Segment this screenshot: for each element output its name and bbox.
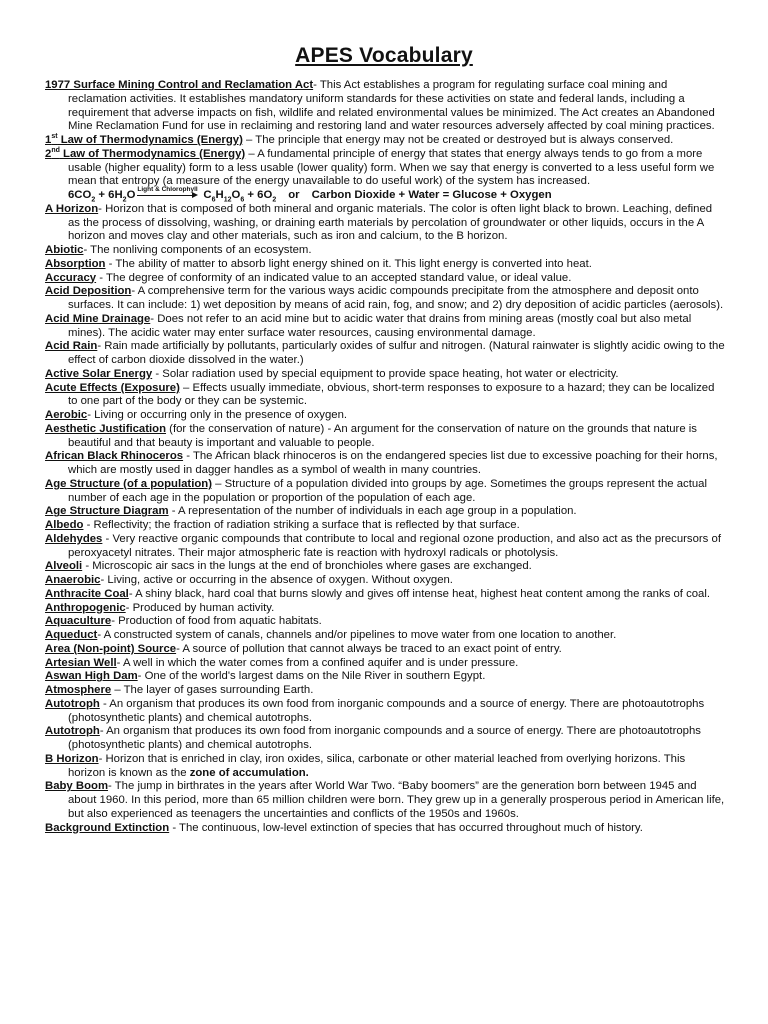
vocab-definition: (for the conservation of nature) - An argument for the conservation of nature on the grounds that nature is beautiful and that beauty is important and valuable to people. (68, 422, 697, 449)
vocab-definition-emphasis: zone of accumulation. (189, 766, 309, 779)
vocab-entry (45, 519, 725, 533)
formula-or: or (288, 189, 300, 201)
vocab-entry (45, 79, 725, 134)
vocab-term: B Horizon (45, 752, 99, 765)
vocab-term: Autotroph (45, 697, 100, 710)
vocab-entry (45, 450, 725, 478)
vocab-entry (45, 698, 725, 726)
vocab-term: Atmosphere (45, 684, 112, 696)
vocab-definition: - Rain made artificially by pollutants, particularly oxides of sulfur and nitrogen. (Natural rainwater is slightly acidic owing to the effect of carbon dioxide dissolved in the water.) (68, 340, 725, 366)
vocab-definition: – The principle that energy may not be created or destroyed but is always conserved. (242, 134, 674, 146)
formula-part: + 6O (244, 189, 273, 201)
vocab-definition: - An organism that produces its own food from inorganic compounds and a source of energy. There are photoautotrophs (photosynthetic plants) and chemical autotrophs. (68, 725, 701, 751)
vocab-definition: - The ability of matter to absorb light energy shined on it. This light energy is converted into heat. (105, 257, 592, 270)
term-number: 1 (45, 134, 52, 146)
vocab-entry (45, 602, 725, 616)
vocab-entry (45, 670, 725, 684)
vocab-definition: - An organism that produces its own food from inorganic compounds and a source of energy. There are photoautotrophs (photosynthetic plants) and chemical autotrophs. (68, 697, 705, 724)
formula-subscript: 12 (223, 196, 232, 204)
vocab-entry (45, 533, 725, 561)
vocab-term: Artesian Well (45, 656, 117, 669)
vocab-term: Abiotic (45, 244, 84, 256)
vocab-term: African Black Rhinoceros (45, 450, 184, 463)
vocab-entry (45, 313, 725, 341)
vocab-term: Alveoli (45, 560, 83, 573)
vocab-term: Acid Mine Drainage (45, 312, 151, 325)
vocab-entry (45, 409, 725, 423)
vocab-entry (45, 560, 725, 574)
formula-part: O (126, 189, 136, 201)
formula-subscript: 6 (240, 196, 245, 204)
vocab-term: Aesthetic Justification (45, 422, 167, 435)
vocab-definition: - A representation of the number of individuals in each age group in a population. (168, 505, 577, 518)
formula-subscript: 2 (91, 196, 96, 204)
term-ordinal: st (51, 133, 58, 141)
vocab-term: Aquaculture (45, 615, 112, 628)
vocab-entry (45, 244, 725, 258)
vocab-definition: – Effects usually immediate, obvious, short-term responses to exposure to a hazard; they can be localized to one part of the body or they can be systemic. (68, 381, 715, 408)
vocab-term: Anthracite Coal (45, 587, 129, 600)
page-title: APES Vocabulary (295, 44, 473, 67)
vocab-definition: - Production of food from aquatic habitats. (111, 615, 322, 628)
vocab-term: Acute Effects (Exposure) (45, 381, 180, 394)
vocab-term: Acid Rain (45, 340, 98, 353)
vocab-term: Background Extinction (45, 821, 170, 834)
vocab-entry (45, 423, 725, 451)
vocab-term: Baby Boom (45, 780, 109, 793)
vocab-definition: - A shiny black, hard coal that burns slowly and gives off intense heat, highest heat content among the ranks of coal. (128, 587, 711, 600)
vocab-entry (45, 134, 725, 148)
term-text: Law of Thermodynamics (Energy) (57, 134, 243, 146)
vocab-entry (45, 478, 725, 506)
formula-part: 6CO (68, 189, 92, 201)
vocab-term: Albedo (45, 519, 84, 531)
vocab-definition: - The nonliving components of an ecosystem. (83, 244, 312, 256)
vocab-definition: – Structure of a population divided into groups by age. Sometimes the groups represent the actual number of each age in the population or proportion of the population of each age. (68, 477, 708, 504)
vocab-term (45, 148, 245, 160)
vocab-entry (45, 258, 725, 272)
vocab-definition: - The jump in birthrates in the years after World War Two. “Baby boomers” are the generation born between 1945 and about 1960. In this period, more than 65 million children were born. They grew up in a generally prosperous period in American life, but also experienced as teenagers the uncertainties and conflicts of the 1950s and 1960s. (68, 780, 725, 820)
vocab-term: Area (Non-point) Source (45, 642, 177, 655)
vocab-definition: - A constructed system of canals, channels and/or pipelines to move water from one location to another. (97, 629, 617, 641)
vocab-entry (45, 629, 725, 643)
vocab-term: A Horizon (45, 202, 99, 215)
vocab-definition: - Living or occurring only in the presence of oxygen. (87, 409, 348, 421)
arrow-label: Light & Chlorophyll (137, 186, 198, 193)
vocab-definition: – The layer of gases surrounding Earth. (111, 684, 314, 696)
vocab-entry (45, 822, 725, 836)
term-ordinal: nd (51, 146, 60, 154)
vocab-entry (45, 382, 725, 410)
vocab-definition: - This Act establishes a program for regulating surface coal mining and reclamation activities. It establishes mandatory uniform standards for these activities on state and federal lands, including a requirement that adverse impacts on fish, wildlife and related environmental values be minimized. The Act creates an Abandoned Mine Reclamation Fund for use in reclaiming and restoring land and water resources adversely affected by coal mining practices. (68, 79, 715, 133)
vocab-term: Anthropogenic (45, 601, 126, 614)
vocab-entry (45, 684, 725, 698)
formula-part: + 6H (95, 189, 123, 201)
vocab-definition: - Reflectivity; the fraction of radiation striking a surface that is reflected by that surface. (83, 519, 520, 531)
vocab-term: Aswan High Dam (45, 670, 138, 683)
vocabulary-list (45, 79, 725, 835)
vocab-definition: - Microscopic air sacs in the lungs at the end of bronchioles where gases are exchanged. (82, 560, 532, 573)
formula-words: Carbon Dioxide + Water = Glucose + Oxygen (311, 189, 552, 201)
vocab-definition: - A source of pollution that cannot always be traced to an exact point of entry. (176, 642, 562, 655)
vocab-term: Accuracy (45, 271, 97, 284)
vocab-definition: - Horizon that is composed of both mineral and organic materials. The color is often light black to brown. Leaching, defined as the process of dissolving, washing, or draining earth materials by percolation of groundwater or other liquids, occurs in the A horizon and moves clay and other materials, such as iron and calcium, to the B horizon. (68, 202, 713, 243)
vocab-entry (45, 340, 725, 368)
formula-subscript: 2 (122, 196, 127, 204)
vocab-definition: - The African black rhinoceros is on the endangered species list due to excessive poaching for their horns, which are mostly used in dagger handles as a symbol of wealth in many countries. (68, 450, 718, 476)
vocab-term: Autotroph (45, 725, 100, 738)
vocab-entry (45, 657, 725, 671)
vocab-entry (45, 615, 725, 629)
vocab-entry (45, 753, 725, 781)
vocab-entry (45, 588, 725, 602)
vocab-term: Age Structure (of a population) (45, 477, 212, 490)
vocab-definition: - Living, active or occurring in the absence of oxygen. Without oxygen. (100, 574, 453, 586)
vocab-definition: - Solar radiation used by special equipment to provide space heating, hot water or electricity. (152, 367, 619, 380)
term-number: 2 (45, 147, 52, 160)
vocab-entry (45, 725, 725, 753)
vocab-definition: - The degree of conformity of an indicated value to an accepted standard value, or ideal value. (96, 271, 572, 284)
vocab-definition: – A fundamental principle of energy that states that energy always tends to go from a more usable (higher equality) form to a less usable (lower quality) form. When we say that energy is converted to a less useful form we mean that entropy (a measure of the energy unavailable to do useful work) of the system has increased. (68, 147, 715, 188)
vocab-definition: - Does not refer to an acid mine but to acidic water that drains from mining areas (mostly coal but also metal mines). The acidic water may enter surface water resources, causing environmental damage. (68, 312, 692, 339)
vocab-definition: - A well in which the water comes from a confined aquifer and is under pressure. (116, 656, 519, 669)
photosynthesis-equation (45, 186, 725, 204)
vocab-entry (45, 203, 725, 244)
vocab-term: Absorption (45, 257, 106, 270)
vocab-entry (45, 272, 725, 286)
vocab-entry (45, 643, 725, 657)
vocab-term: Age Structure Diagram (45, 505, 169, 518)
reaction-arrow-icon (137, 186, 199, 200)
vocab-definition: - The continuous, low-level extinction of species that has occurred throughout much of history. (169, 821, 643, 834)
vocab-entry (45, 285, 725, 313)
vocab-term: Active Solar Energy (45, 367, 153, 380)
vocab-entry (45, 574, 725, 588)
vocab-term (45, 134, 243, 146)
vocab-term: Acid Deposition (45, 285, 132, 298)
vocab-definition: - Very reactive organic compounds that contribute to local and regional ozone production, and also act as the precursors of peroxyacetyl nitrates. Their major atmospheric fate is reaction with hydroxyl radicals or photolysis. (68, 532, 721, 559)
vocab-term: Anaerobic (45, 574, 101, 586)
formula-part: O (231, 189, 241, 201)
formula-part: C (203, 189, 212, 201)
vocab-term: Aerobic (45, 409, 88, 421)
vocab-term: Aldehydes (45, 532, 103, 545)
vocab-entry (45, 780, 725, 821)
vocab-entry (45, 368, 725, 382)
vocab-definition: - One of the world's largest dams on the Nile River in southern Egypt. (137, 670, 486, 683)
vocab-definition: - Produced by human activity. (125, 601, 275, 614)
vocab-definition: - Horizon that is enriched in clay, iron oxides, silica, carbonate or other material leached from overlying horizons. This horizon is known as the (68, 752, 686, 779)
formula-part: H (215, 189, 224, 201)
formula-subscript: 2 (272, 196, 277, 204)
vocab-definition: - A comprehensive term for the various ways acidic compounds precipitate from the atmosphere and deposit onto surfaces. It can include: 1) wet deposition by means of acid rain, fog, and snow; and 2) dry deposition of acidic particles (aerosols). (68, 285, 724, 311)
formula-subscript: 6 (211, 196, 216, 204)
vocab-entry (45, 505, 725, 519)
vocab-term: 1977 Surface Mining Control and Reclamation Act (45, 79, 314, 91)
vocab-term: Aqueduct (45, 629, 98, 641)
term-text: Law of Thermodynamics (Energy) (59, 147, 246, 160)
